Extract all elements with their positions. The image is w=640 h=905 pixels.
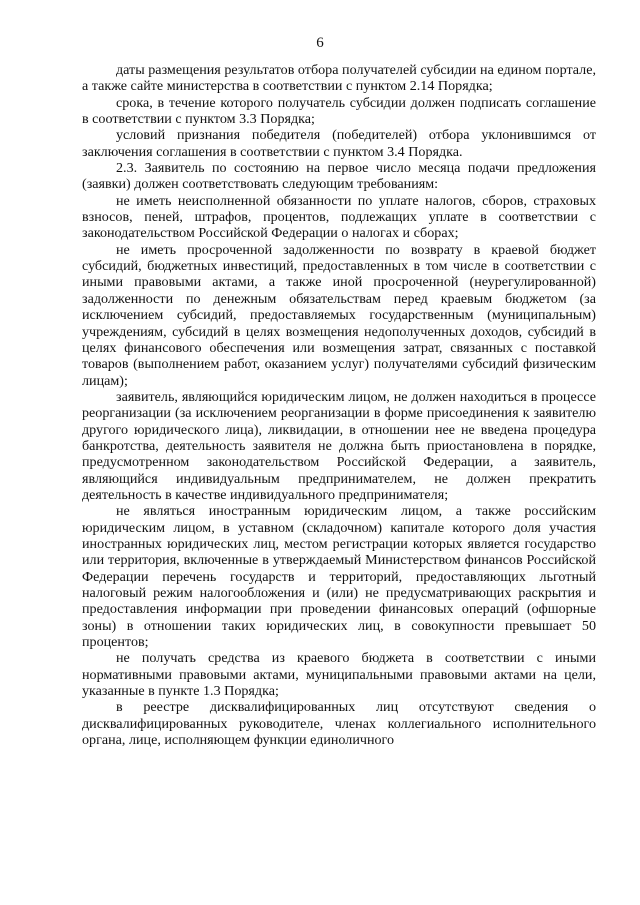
document-body [82,62,596,748]
paragraph: срока, в течение которого получатель субсидии должен подписать соглашение в соответствии с пунктом 3.3 Порядка; [82,94,596,128]
paragraph: заявитель, являющийся юридическим лицом, не должен находиться в процессе реорганизации (за исключением реорганизации в форме присоединения к заявителю другого юридического лица), ликвидации, в отношении нее не введена процедура банкротства, деятельность заявителя не должна быть приостановлена в порядке, предусмотренном законодательством Российской Федерации, а заявитель, являющийся индивидуальным предпринимателем, не должен прекратить деятельность в качестве индивидуального предпринимателя; [82,388,596,503]
paragraph: 2.3. Заявитель по состоянию на первое число месяца подачи предложения (заявки) должен соответствовать следующим требованиям: [82,160,596,193]
paragraph: не являться иностранным юридическим лицом, а также российским юридическим лицом, в уставном (складочном) капитале которого доля участия иностранных юридических лиц, местом регистрации которых является государство или территория, включенные в утверждаемый Министерством финансов Российской Федерации перечень государств и территорий, предоставляющих льготный налоговый режим налогообложения и (или) не предусматривающих раскрытия и предоставления информации при проведении финансовых операций (офшорные зоны) в отношении таких юридических лиц, в совокупности превышает 50 процентов; [82,503,596,651]
paragraph: не получать средства из краевого бюджета в соответствии с иными нормативными правовыми актами, муниципальными правовыми актами на цели, указанные в пункте 1.3 Порядка; [82,650,596,700]
paragraph: не иметь неисполненной обязанности по уплате налогов, сборов, страховых взносов, пеней, штрафов, процентов, подлежащих уплате в соответствии с законодательством Российской Федерации о налогах и сборах; [82,192,596,242]
paragraph: условий признания победителя (победителей) отбора уклонившимся от заключения соглашения в соответствии с пунктом 3.4 Порядка. [82,127,596,160]
paragraph: в реестре дисквалифицированных лиц отсутствуют сведения о дисквалифицированных руководителе, членах коллегиального исполнительного органа, лице, исполняющем функции единоличного [82,699,596,749]
paragraph: не иметь просроченной задолженности по возврату в краевой бюджет субсидий, бюджетных инвестиций, предоставленных в том числе в соответствии с иными правовыми актами, а также иной просроченной (неурегулированной) задолженности по денежным обязательствам перед краевым бюджетом (за исключением субсидий, предоставляемых государственным (муниципальным) учреждениям, субсидий в целях возмещения недополученных доходов, субсидий в целях финансового обеспечения или возмещения затрат, связанных с поставкой товаров (выполнением работ, оказанием услуг) получателями субсидий физическим лицам); [82,241,596,389]
page-number: 6 [316,35,324,51]
paragraph: даты размещения результатов отбора получателей субсидии на едином портале, а также сайте министерства в соответствии с пунктом 2.14 Порядка; [82,62,596,95]
